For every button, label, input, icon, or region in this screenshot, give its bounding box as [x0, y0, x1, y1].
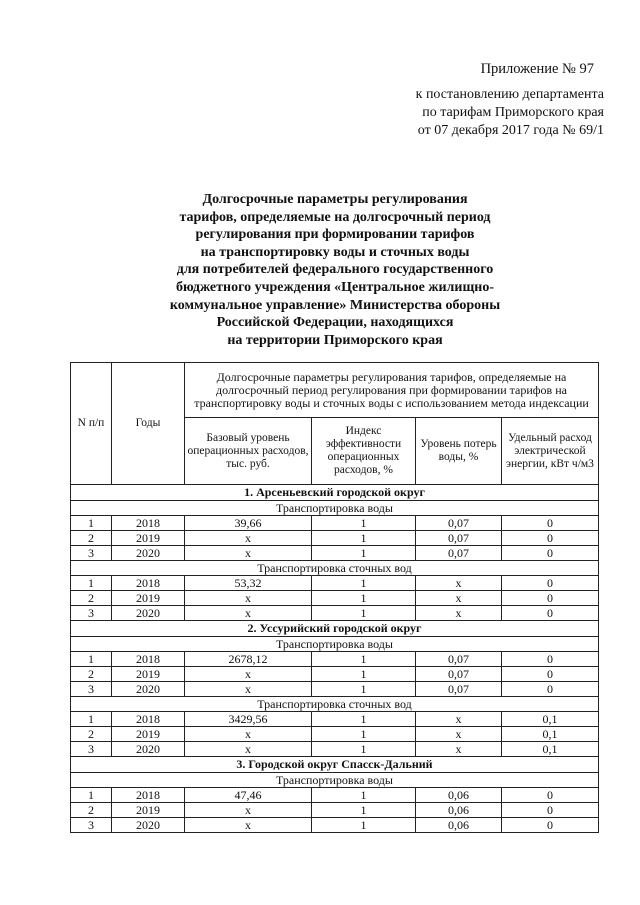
cell-water-loss: х: [416, 712, 502, 727]
table-body: [71, 485, 599, 833]
cell-base-opex: х: [185, 591, 312, 606]
cell-energy: 0: [502, 682, 599, 697]
title-line: для потребителей федерального государственного: [176, 262, 494, 278]
cell-energy: 0: [502, 531, 599, 546]
header-years: Годы: [112, 363, 185, 485]
annex-description: [374, 86, 604, 140]
cell-number: 2: [71, 667, 112, 682]
cell-base-opex: 3429,56: [185, 712, 312, 727]
table-row: [71, 531, 599, 546]
cell-number: 1: [71, 576, 112, 591]
service-title: Транспортировка воды: [71, 501, 599, 516]
cell-efficiency-index: 1: [312, 818, 416, 833]
cell-year: 2018: [112, 712, 185, 727]
cell-number: 3: [71, 682, 112, 697]
cell-water-loss: х: [416, 742, 502, 757]
cell-year: 2019: [112, 591, 185, 606]
cell-energy: 0: [502, 803, 599, 818]
annex-block: [374, 60, 604, 140]
cell-efficiency-index: 1: [312, 788, 416, 803]
cell-energy: 0: [502, 606, 599, 621]
cell-energy: 0: [502, 818, 599, 833]
table-row: [71, 682, 599, 697]
cell-efficiency-index: 1: [312, 727, 416, 742]
header-water-loss: Уровень потерь воды, %: [416, 418, 502, 485]
service-row: [71, 561, 599, 576]
cell-efficiency-index: 1: [312, 652, 416, 667]
cell-water-loss: х: [416, 606, 502, 621]
header-energy-consumption: Удельный расход электрической энергии, кВт ч/м3: [502, 418, 599, 485]
region-row: [71, 757, 599, 773]
cell-number: 2: [71, 531, 112, 546]
cell-efficiency-index: 1: [312, 742, 416, 757]
cell-water-loss: 0,06: [416, 803, 502, 818]
cell-number: 2: [71, 803, 112, 818]
cell-water-loss: 0,07: [416, 516, 502, 531]
cell-energy: 0,1: [502, 727, 599, 742]
region-row: [71, 485, 599, 501]
cell-efficiency-index: 1: [312, 576, 416, 591]
title-line: Долгосрочные параметры регулирования: [202, 192, 468, 207]
cell-water-loss: 0,06: [416, 788, 502, 803]
cell-water-loss: 0,06: [416, 818, 502, 833]
service-title: Транспортировка воды: [71, 637, 599, 652]
region-title: 2. Уссурийский городской округ: [71, 621, 599, 637]
annex-line-1: к постановлению департамента: [415, 87, 604, 102]
cell-water-loss: х: [416, 727, 502, 742]
cell-base-opex: 2678,12: [185, 652, 312, 667]
cell-year: 2020: [112, 742, 185, 757]
service-row: [71, 773, 599, 788]
cell-number: 1: [71, 712, 112, 727]
cell-efficiency-index: 1: [312, 606, 416, 621]
cell-energy: 0: [502, 652, 599, 667]
cell-year: 2018: [112, 788, 185, 803]
cell-water-loss: 0,07: [416, 652, 502, 667]
service-row: [71, 637, 599, 652]
cell-water-loss: х: [416, 591, 502, 606]
document-title: [110, 191, 560, 349]
cell-year: 2020: [112, 606, 185, 621]
cell-water-loss: 0,07: [416, 667, 502, 682]
title-line: бюджетного учреждения «Центральное жилищно-: [175, 279, 494, 295]
cell-year: 2018: [112, 516, 185, 531]
title-line: тарифов, определяемые на долгосрочный период: [179, 209, 491, 225]
cell-base-opex: х: [185, 531, 312, 546]
header-base-opex: Базовый уровень операционных расходов, тыс. руб.: [185, 418, 312, 485]
table-row: [71, 516, 599, 531]
table-header: [71, 363, 599, 485]
table-row: [71, 591, 599, 606]
cell-base-opex: х: [185, 742, 312, 757]
cell-efficiency-index: 1: [312, 712, 416, 727]
cell-year: 2020: [112, 682, 185, 697]
cell-efficiency-index: 1: [312, 516, 416, 531]
cell-year: 2020: [112, 818, 185, 833]
cell-number: 2: [71, 591, 112, 606]
cell-efficiency-index: 1: [312, 667, 416, 682]
table-row: [71, 788, 599, 803]
title-line: коммунальное управление» Министерства обороны: [169, 297, 501, 313]
service-title: Транспортировка сточных вод: [71, 561, 599, 576]
table-row: [71, 546, 599, 561]
cell-energy: 0: [502, 516, 599, 531]
title-line: регулирования при формировании тарифов: [195, 227, 475, 243]
cell-water-loss: 0,07: [416, 682, 502, 697]
cell-energy: 0,1: [502, 742, 599, 757]
cell-year: 2019: [112, 531, 185, 546]
cell-year: 2018: [112, 652, 185, 667]
title-line: на транспортировку воды и сточных воды: [200, 244, 470, 260]
cell-year: 2019: [112, 803, 185, 818]
parameters-table: [70, 362, 599, 833]
cell-base-opex: 47,46: [185, 788, 312, 803]
header-row-number: N п/п: [71, 363, 112, 485]
header-group: Долгосрочные параметры регулирования тарифов, определяемые на долгосрочный период регулирования при формировании тарифов на транспортировку воды и сточных воды с использованием метода индексации: [185, 363, 599, 418]
cell-energy: 0: [502, 667, 599, 682]
annex-line-3: от 07 декабря 2017 года № 69/1: [417, 123, 604, 138]
table-row: [71, 576, 599, 591]
cell-efficiency-index: 1: [312, 682, 416, 697]
cell-water-loss: 0,07: [416, 546, 502, 561]
cell-base-opex: х: [185, 803, 312, 818]
cell-base-opex: х: [185, 667, 312, 682]
cell-energy: 0,1: [502, 712, 599, 727]
title-line: на территории Приморского края: [227, 332, 443, 348]
cell-number: 3: [71, 742, 112, 757]
table-row: [71, 818, 599, 833]
region-title: 3. Городской округ Спасск-Дальний: [71, 757, 599, 773]
title-line: Российской Федерации, находящихся: [216, 315, 454, 331]
region-title: 1. Арсеньевский городской округ: [71, 485, 599, 501]
cell-year: 2020: [112, 546, 185, 561]
cell-year: 2018: [112, 576, 185, 591]
table-row: [71, 803, 599, 818]
cell-base-opex: х: [185, 606, 312, 621]
table-row: [71, 742, 599, 757]
cell-base-opex: 53,32: [185, 576, 312, 591]
cell-base-opex: 39,66: [185, 516, 312, 531]
cell-number: 1: [71, 516, 112, 531]
cell-energy: 0: [502, 546, 599, 561]
cell-number: 1: [71, 652, 112, 667]
cell-water-loss: х: [416, 576, 502, 591]
cell-efficiency-index: 1: [312, 803, 416, 818]
cell-energy: 0: [502, 576, 599, 591]
service-title: Транспортировка сточных вод: [71, 697, 599, 712]
table-row: [71, 727, 599, 742]
cell-water-loss: 0,07: [416, 531, 502, 546]
cell-base-opex: х: [185, 727, 312, 742]
cell-year: 2019: [112, 667, 185, 682]
region-row: [71, 621, 599, 637]
cell-number: 3: [71, 818, 112, 833]
service-row: [71, 501, 599, 516]
cell-number: 1: [71, 788, 112, 803]
table-row: [71, 712, 599, 727]
cell-energy: 0: [502, 591, 599, 606]
cell-number: 3: [71, 606, 112, 621]
service-title: Транспортировка воды: [71, 773, 599, 788]
table-row: [71, 606, 599, 621]
cell-number: 3: [71, 546, 112, 561]
annex-number: Приложение № 97: [480, 61, 594, 77]
cell-energy: 0: [502, 788, 599, 803]
cell-year: 2019: [112, 727, 185, 742]
cell-efficiency-index: 1: [312, 591, 416, 606]
header-efficiency-index: Индекс эффективности операционных расходов, %: [312, 418, 416, 485]
table-row: [71, 667, 599, 682]
cell-base-opex: х: [185, 818, 312, 833]
table-row: [71, 652, 599, 667]
annex-line-2: по тарифам Приморского края: [422, 105, 604, 120]
service-row: [71, 697, 599, 712]
cell-efficiency-index: 1: [312, 531, 416, 546]
cell-number: 2: [71, 727, 112, 742]
cell-efficiency-index: 1: [312, 546, 416, 561]
cell-base-opex: х: [185, 682, 312, 697]
cell-base-opex: х: [185, 546, 312, 561]
